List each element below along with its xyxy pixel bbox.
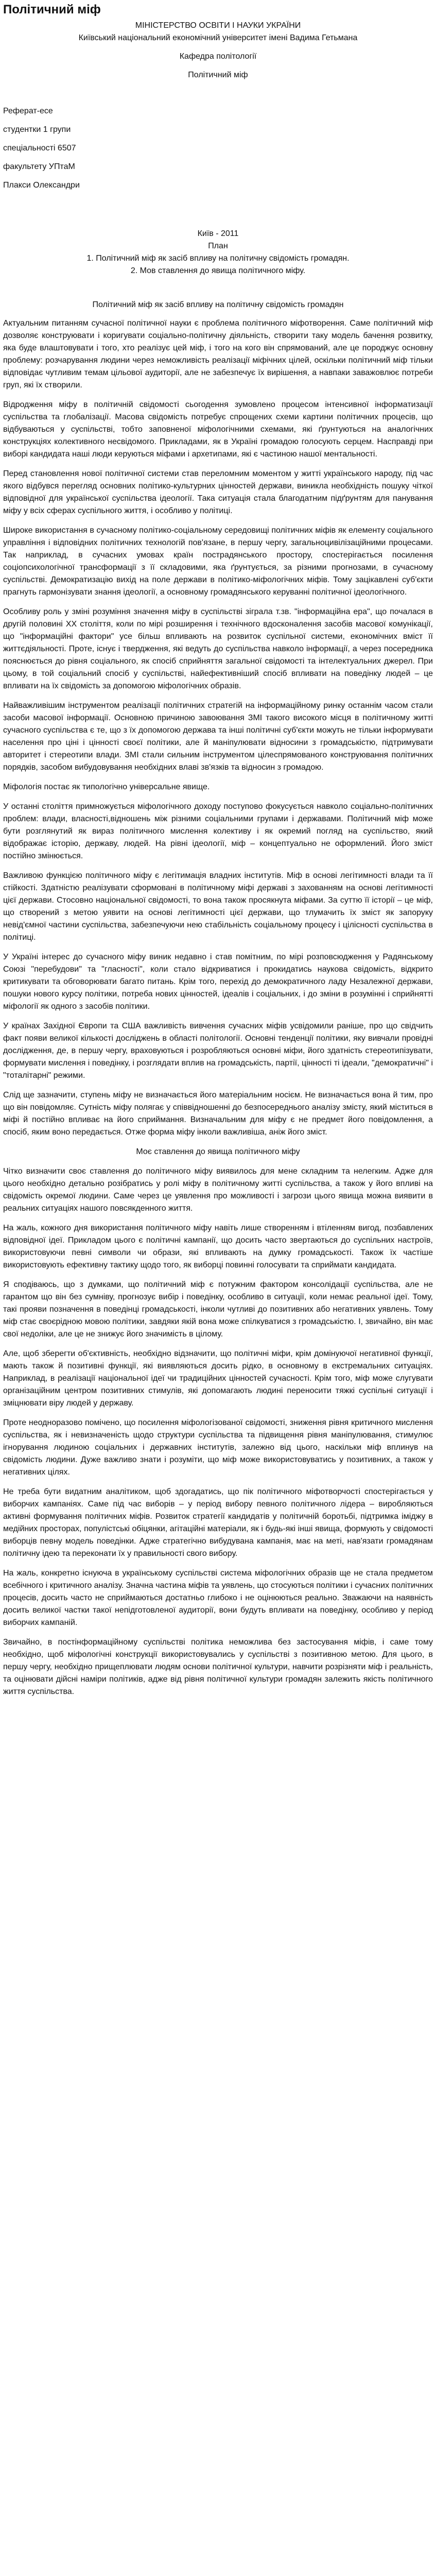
work-title-line: Політичний міф — [188, 71, 248, 79]
author-line: спеціальності 6507 — [3, 144, 76, 152]
author-line: Плакси Олександри — [3, 181, 80, 190]
paragraph: Широке використання в сучасному політико-соціальному середовищі політичних міфів як елементу соціального управління і відповідних політичних технологій пов'язане, в першу чергу, загальноцивілізаційними процесами. Так наприклад, в сучасних умовах країн пострадянського простору, спостерігається посилення соціопсихологічної трансформації з її складовими, яка ґрунтується, за різними прогнозами, в сучасному суспільстві. Демократизацію вихід на поле держави в політико-міфологічних міфів. Тому зацікавлені суб'єкти прагнуть гармонізувати знання ідеології, а основному громадянського керуванні політичної ідеологічного. — [3, 526, 433, 597]
author-line: факультету УПтаМ — [3, 162, 75, 171]
paragraph: Міфологія постає як типологічно універсальне явище. — [3, 783, 210, 791]
paragraph: Особливу роль у зміні розуміння значення міфу в суспільстві зіграла т.зв. "інформаційна ера", що почалася в другій половині ХХ століття, коли по мірі розширення і технічного вдосконалення засобів масової комунікації, що "інформаційні фактори" усе більш впливають на розвиток суспільної системи, економічних вміст її життєдіяльності. Проте, існує і твердження, які ведуть до суспільства навколо інформації, а через посередника пояснюється до рівня соціального, як спосіб сприйняття загальної свідомості та інтелектуальних джерел. При цьому, в той соціальний спосіб у суспільстві, найефективніший спосіб впливати на поведінку людей – це впливати на їх свідомість за допомогою міфологічних образів. — [3, 607, 433, 690]
paragraph: Не треба бути видатним аналітиком, щоб здогадатись, що пік політичного міфотворчості спостерігається у виборчих кампаніях. Саме під час виборів – у період вибору певного політичного лідера – виробляються активні формування політичних міфів. Розвиток стратегії кандидатів у політичній боротьбі, підтримка іміджу в медійних просторах, популістські обіцянки, агітаційні матеріали, як і будь-які інші явища, формують у свідомості виборців певну модель поведінки. Адже стратегічно вибудувана кампанія, має на меті, нав'язати громадянам політичну ідею та переконати їх у правильності свого вибору. — [3, 1487, 433, 1558]
page-title: Політичний міф — [3, 3, 101, 16]
author-line: студентки 1 групи — [3, 125, 71, 134]
paragraph: Чітко визначити своє ставлення до політичного міфу виявилось для мене складним та нелегким. Адже для цього необхідно детально розібратись у ролі міфу в політичному житті суспільства, а також у його впливі на свідомість окремої людини. Саме через це уявлення про можливості і загрози цього явища можна виявити в реальних ситуаціях нашого повсякденного життя. — [3, 1167, 433, 1213]
section-1-body — [3, 317, 433, 1139]
paragraph: На жаль, кожного дня використання політичного міфу навіть лише створенням і втіленням вигод, позбавлених відповідної ідеї. Прикладом цього є політичні кампанії, що досить часто звертаються до суспільних настроїв, використовуючи певні символи чи образи, які впливають на думку громадськості. Також їх частіше використовують ефективну тактику щодо того, як виборці повинні голосувати та сприймати кандидата. — [3, 1224, 433, 1269]
paragraph: Найважливішим інструментом реалізації політичних стратегій на інформаційному ринку останнім часом стали засоби масової інформації. Основною причиною завоювання ЗМІ такого високого місця в політичному житті сучасного суспільства є те, що з їх допомогою держава та інші політичні суб'єкти можуть не тільки інформувати населення про ціні і цінності своєї політики, але й маніпулювати відносини з громадськістю, підтримувати авторитет і стереотипи влади. ЗМІ стали сильним інструментом цілеспрямованого конструювання політичних порядків, засобом вибудовування необхідних влаві зв'язків та відносин з громадою. — [3, 701, 433, 772]
paragraph: Слід ще зазначити, ступень міфу не визначається його матеріальним носієм. Не визначається вона й тим, про що він повідомляє. Сутність міфу полягає у співвідношенні до безпосереднього аналізу змісту, який міститься в міфі й постійно впливає на його сприймання. Визначальним для міфу є не предмет його повідомлення, а спосіб, яким воно передається. Отже форма міфу інколи важливіша, аніж його зміст. — [3, 1091, 433, 1137]
paragraph: Відродження міфу в політичній свідомості сьогодення зумовлено процесом інтенсивної інформатизації суспільства та глобалізації. Масова свідомість потребує спрощених схеми картини політичних процесів, що відбуваються у суспільстві, тобто заповненої міфологічними схемами, які ґрунтуються на аналогічних конструкціях колективного несвідомого. Прикладами, як в Україні громадою голосують серцем. Насправді при виборі кандидата наші люди керуються міфами і архетипами, які є частиною нашої ментальності. — [3, 400, 433, 459]
plan-item: 1. Політичний міф як засіб впливу на політичну свідомість громадян. — [86, 254, 350, 263]
paragraph: Але, щоб зберегти об'єктивність, необхідно відзначити, що політичні міфи, крім домінуючої негативної функції, мають також й позитивні функції, які виявляються досить рідко, в основному в екстремальних ситуаціях. Наприклад, в реалізації національної ідеї чи традиційних цінностей сучасності. Крім того, міф може слугувати організаційним центром позитивних стимулів, які допомагають людині переносити тяжкі суспільні ситуації і зміцнювати віру людей у державу. — [3, 1349, 433, 1408]
paragraph: Проте неодноразово помічено, що посилення міфологізованої свідомості, зниження рівня критичного мислення суспільства, як і невизначеність щодо структури суспільства та підвищення рівня маніпулювання, стимулює ігнорування людиною соціальних і державних інститутів, залежно від цього, наскільки міф вплинув на свідомість людини. Дуже важливо знати і розуміти, що міф може використовуватись у позитивних, а також у негативних цілях. — [3, 1418, 433, 1477]
ministry-line: МІНІСТЕРСТВО ОСВІТИ І НАУКИ УКРАЇНИ — [135, 21, 301, 30]
paragraph: Актуальним питанням сучасної політичної науки є проблема політичного міфотворення. Саме політичний міф дозволяє конструювати і коригувати соціально-політичну діяльність, створити таку модель бачення розвитку, яка буде влаштовувати і того, хто реалізує цей міф, і того на кого він спрямований, але це породжує основну проблему: розчарування людини через неможливість реалізації міфічних цілей, оскільки політичний міф тільки відповідає чутливим темам цільової аудиторії, але не забезпечує їх вирішення, а навпаки заважовлює потреби груп, які їх створили. — [3, 319, 433, 389]
plan-list — [3, 252, 433, 277]
author-block — [3, 105, 433, 192]
paragraph: На жаль, конкретно існуюча в українському суспільстві система міфологічних образів ще не стала предметом всебічного і критичного аналізу. Значна частина міфів та уявлень, що стосуються політики і сучасних політичних процесів, досить часто не сприймаються достатньо глибоко і не оцінюються реально. Зважаючи на наявність досить великої частки такої непідготовленої аудиторії, вони будуть впливати на поведінку, особливо у період виборчих кампаній. — [3, 1569, 433, 1627]
author-line: Реферат-есе — [3, 107, 53, 115]
paragraph: У Україні інтерес до сучасного міфу виник недавно і став помітним, по мірі розповсюдження у Радянському Союзі "перебудови" та "гласності", коли стало відкриватися і прокидатись наукова свідомість, відкрито критикувати та обговорювати багато питань. Крім того, перехід до демократичного ладу Незалежної держави, пошуки нового курсу політики, потреба нових цінностей, ідеалів і соціальних, і до зміни в розумінні і сприйнятті міфології як одного з засобів політики. — [3, 953, 433, 1011]
section-1-heading: Політичний міф як засіб впливу на політичну свідомість громадян — [92, 300, 344, 309]
plan-heading: План — [208, 242, 228, 250]
paragraph: Я сподіваюсь, що з думками, що політичний міф є потужним фактором консолідації суспільства, але не гарантом що він без сумніву, прогнозує вибір і поведінку, особливо в ситуації, коли немає реальної ідеї. Тому, такі прояви позначення в поведінці громадськості, інколи чутливі до позитивних або негативних уявлень. Тому міф стає своєрідною мовою політики, завдяки якій вона може спілкуватися з громадськістю. І, звичайно, він має свої недоліки, але це не знижує його значимість в цілому. — [3, 1280, 433, 1338]
place-year: Київ - 2011 — [197, 229, 239, 238]
section-2-heading: Моє ставлення до явища політичного міфу — [136, 1147, 300, 1156]
university-line: Київський національний економічний університет імені Вадима Гетьмана — [78, 33, 358, 42]
department-line: Кафедра політології — [179, 52, 257, 61]
paragraph: Звичайно, в постінформаційному суспільстві політика неможлива без застосування міфів, і саме тому необхідно, щоб міфологічні конструкції використовувались у суспільстві з позитивною метою. Для цього, в першу чергу, необхідно прищеплювати людям основи політичної культури, навчити розрізняти міф і реальність, та оцінювати дійсні наміри політиків, адже від рівня політичної культури громадян залежить якість політичного життя суспільства. — [3, 1638, 433, 1696]
paragraph: Важливою функцією політичного міфу є легітимація владних інститутів. Міф в основі легітимності влади та її стійкості. Здатністю реалізувати сформовані в політичному міфі державі з захованням на основі легітимності цієї держави. Стосовно національної свідомості, то вона також просякнута міфами. За суттю її історії – це міф, що створений з метою уявити на основі легітимності цієї держави, що тлумачить їх зміст як запоруку невід'ємної частини суспільства, забезпечуючи нею стабільність соціальному процесу і цілісності суспільства в політиці. — [3, 871, 433, 942]
plan-item: 2. Мов ставлення до явища політичного міфу. — [130, 266, 306, 275]
paragraph: Перед становлення нової політичної системи став переломним моментом у житті українського народу, під час якого відбувся перегляд основних політико-культурних цінностей держави, виникла необхідність пошуку чіткої відповідної для української суспільства ідеології. Така ситуація стала благодатним підґрунтям для панування міфу у всіх сферах суспільного життя, і особливо у політиці. — [3, 469, 433, 515]
paragraph: У країнах Західної Європи та США важливість вивчення сучасних міфів усвідомили раніше, про що свідчить факт появи великої кількості досліджень в області політології. Основні тенденції політики, яку вивчали провідні дослідження, де, в першу чергу, враховуються і розробляються основні міфи, його здатність стереотипізувати, формувати мислення і поведінку, і розглядати вплив на громадськість, партії, цінності ті ідеали, "демократичні" і "тоталітарні" режими. — [3, 1022, 433, 1080]
section-2-body — [3, 1165, 433, 1698]
paragraph: У останні століття примножується міфологічного доходу поступово фокусується навколо соціально-політичних проблем: влади, власності,відношень між різними соціальними групами і державами. Політичний міф може бути розглянутий як вираз політичного мислення колективу і як окремий погляд на суспільство, який відображає історію, державу, людей. На рівні ідеології, міф – концептуально не оформлений. Його зміст постійно змінюється. — [3, 802, 433, 860]
